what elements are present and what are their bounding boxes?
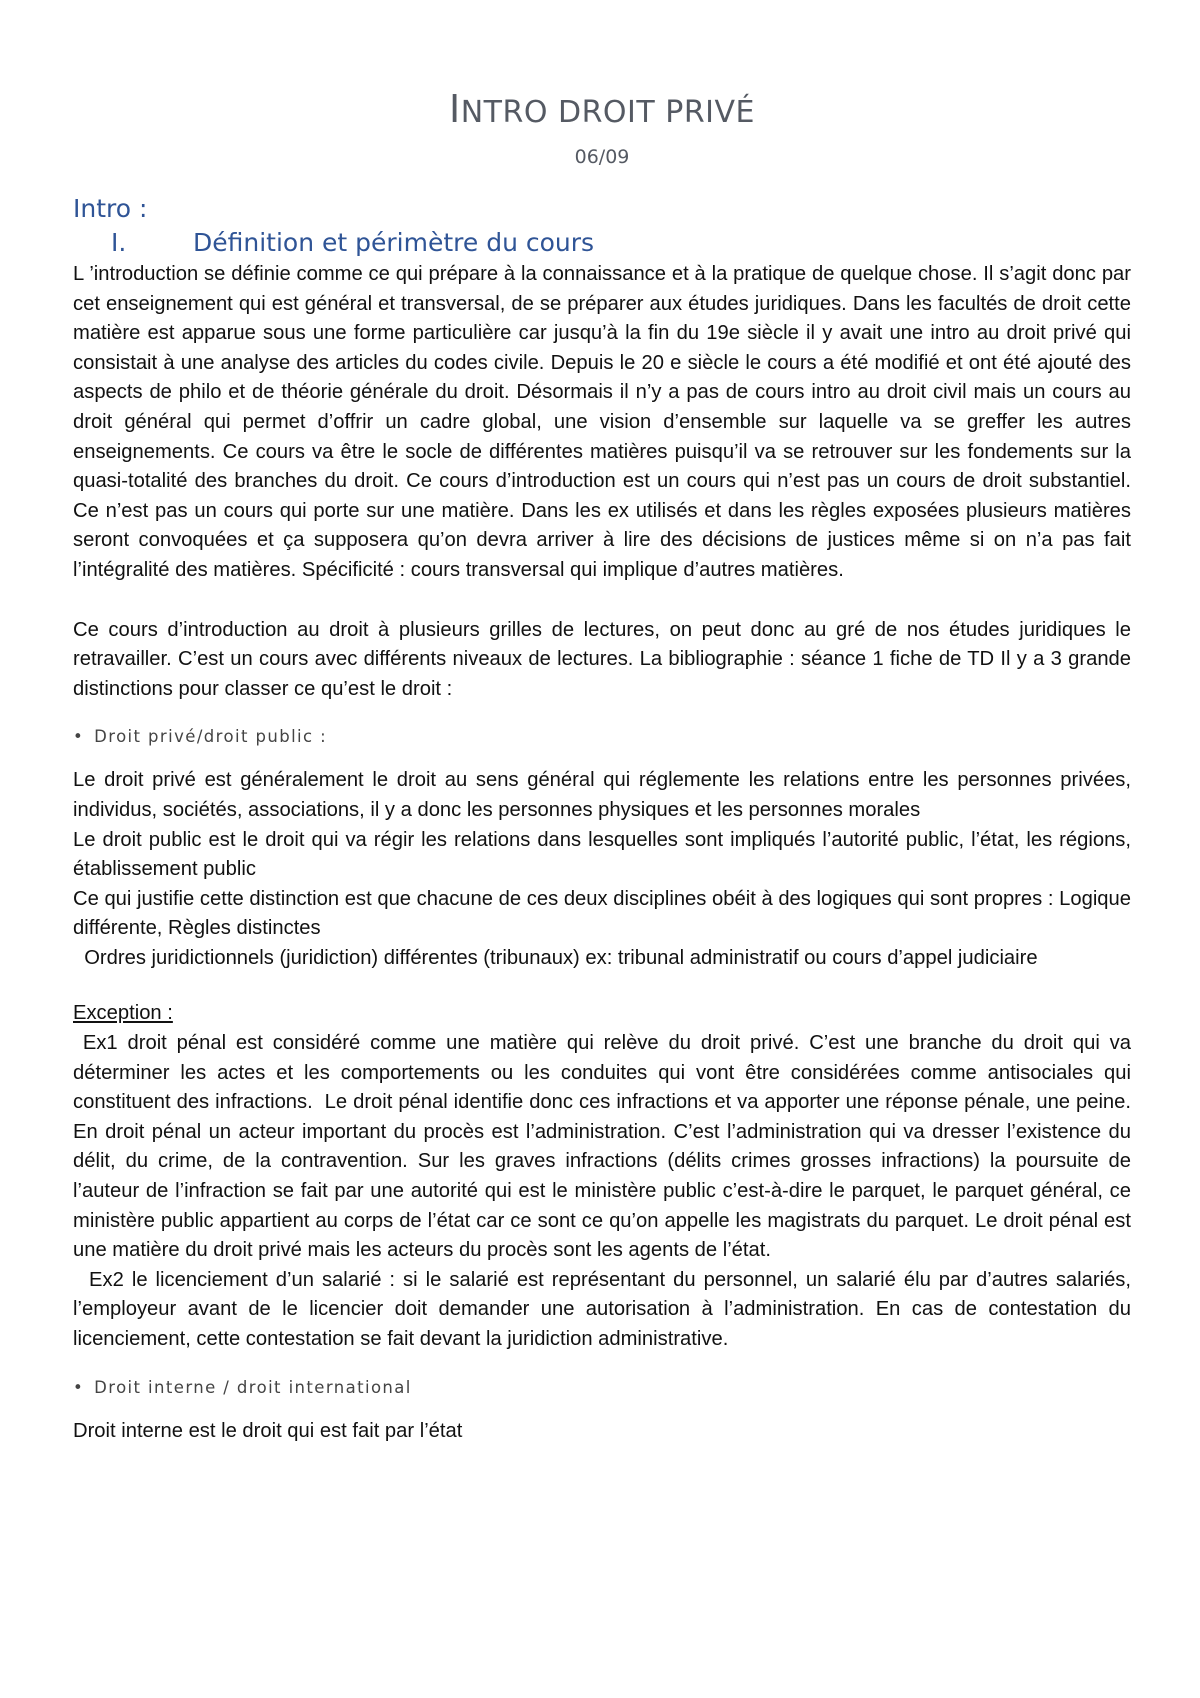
- document-date: 06/09: [574, 146, 630, 168]
- section-label: Définition et périmètre du cours: [193, 228, 595, 257]
- bullet-icon: •: [73, 1377, 85, 1397]
- paragraph-ex2: Ex2 le licenciement d’un salarié : si le salarié est représentant du personnel, un salarié élu par d’autres salariés, l’employeur avant de le licencier doit demander une autorisation à l’administration. En cas de contestation du licenciement, cette contestation se fait devant la juridiction administrative.: [73, 1268, 1137, 1350]
- paragraph-droit-public: Le droit public est le droit qui va régir les relations dans lesquelles sont impliqués l’autorité public, l’état, les régions, établissement public: [73, 828, 1131, 881]
- section-heading: [111, 226, 1131, 260]
- bullet-label: Droit privé/droit public :: [94, 727, 328, 747]
- exception-heading: Exception :: [73, 1002, 173, 1025]
- title-initial: I: [448, 87, 461, 131]
- section-number: I.: [111, 228, 127, 257]
- document-page: [73, 80, 1137, 1446]
- paragraph-ex1: Ex1 droit pénal est considéré comme une matière qui relève du droit privé. C’est une branche du droit qui va déterminer les actes et les comportements ou les conduites qui vont être considérées comme antisociales qui constituent des infractions. Le droit pénal identifie donc ces infractions et va apporter une réponse pénale, une peine. En droit pénal un acteur important du procès est l’administration. C’est l’administration qui va dresser l’existence du délit, du crime, de la contravention. Sur les graves infractions (délits crimes grosses infractions) la poursuite de l’auteur de l’infraction se fait par une autorité qui est le ministère public c’est-à-dire le parquet, le parquet général, ce ministère public appartient au corps de l’état car ce sont ce qu’on appelle les magistrats du parquet. Le droit pénal est une matière du droit privé mais les acteurs du procès sont les agents de l’état.: [73, 1032, 1137, 1262]
- bullet-droit-prive-public: [73, 722, 1131, 752]
- bullet-droit-interne-international: [73, 1373, 1131, 1403]
- paragraph-grilles: Ce cours d’introduction au droit à plusieurs grilles de lectures, on peut donc au gré de nos études juridiques le retravailler. C’est un cours avec différents niveaux de lectures. La bibliographie : séance 1 fiche de TD Il y a 3 grande distinctions pour classer ce qu’est le droit :: [73, 618, 1131, 700]
- paragraph-distinction: Ce qui justifie cette distinction est que chacune de ces deux disciplines obéit à des logiques qui sont propres : Logique différente, Règles distinctes: [73, 887, 1131, 940]
- bullet-icon: •: [73, 727, 85, 747]
- paragraph-droit-prive: Le droit privé est généralement le droit au sens général qui réglemente les relations entre les personnes privées, individus, sociétés, associations, il y a donc les personnes physiques et les personnes morales: [73, 769, 1131, 821]
- document-title: [73, 80, 1131, 142]
- paragraph-droit-interne: Droit interne est le droit qui est fait par l’état: [73, 1419, 463, 1442]
- intro-heading: Intro :: [73, 194, 148, 223]
- paragraph-intro: L ’introduction se définie comme ce qui prépare à la connaissance et à la pratique de quelque chose. Il s’agit donc par cet enseignement qui est général et transversal, de se préparer aux études juridiques. Dans les facultés de droit cette matière est apparue sous une forme particulière car jusqu’à la fin du 19e siècle il y avait une intro au droit privé qui consistait à une analyse des articles du codes civile. Depuis le 20 e siècle le cours a été modifié et ont été ajouté des aspects de philo et de théorie générale du droit. Désormais il n’y a pas de cours intro au droit civil mais un cours au droit général qui permet d’offrir un cadre global, une vision d’ensemble sur laquelle va se greffer les autres enseignements. Ce cours va être le socle de différentes matières puisqu’il va se retrouver sur les fondements sur la quasi-totalité des branches du droit. Ce cours d’introduction est un cours qui n’est pas un cours de droit substantiel. Ce n’est pas un cours qui porte sur une matière. Dans les ex utilisés et dans les règles exposées plusieurs matières seront convoquées et ça supposera qu’on devra arriver à lire des décisions de justices même si on n’a pas fait l’intégralité des matières. Spécificité : cours transversal qui implique d’autres matières.: [73, 263, 1131, 581]
- bullet-label: Droit interne / droit international: [94, 1377, 412, 1397]
- title-rest: NTRO DROIT PRIVÉ: [460, 95, 755, 130]
- paragraph-ordres: Ordres juridictionnels (juridiction) différentes (tribunaux) ex: tribunal administratif ou cours d’appel judiciaire: [73, 946, 1038, 969]
